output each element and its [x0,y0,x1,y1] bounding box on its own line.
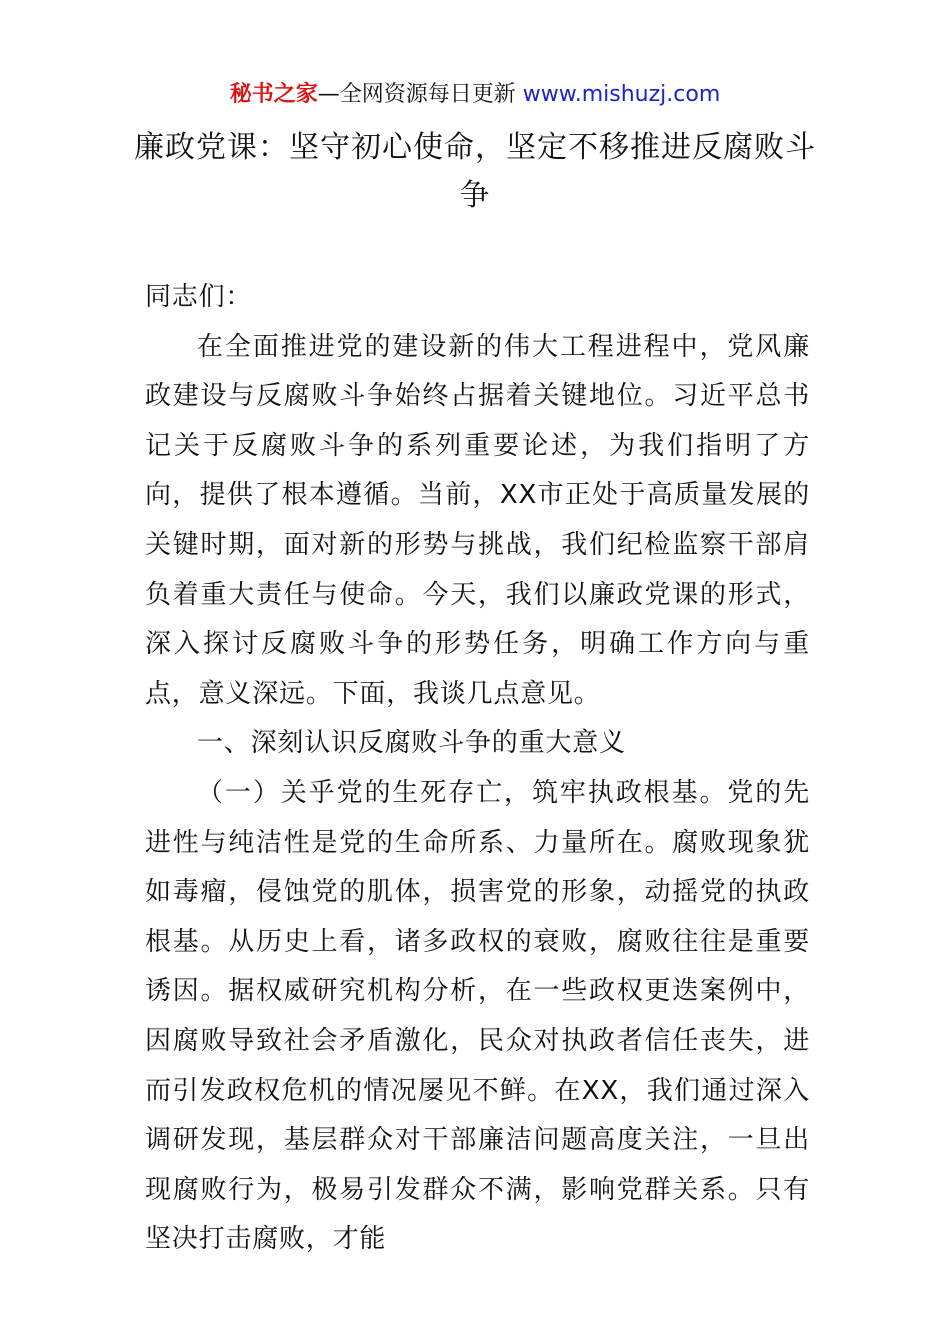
document-body [145,273,810,1265]
paragraph-subsection-1: （一）关乎党的生死存亡，筑牢执政根基。党的先进性与纯洁性是党的生命所系、力量所在。腐败现象犹如毒瘤，侵蚀党的肌体，损害党的形象，动摇党的执政根基。从历史上看，诸多政权的衰败，腐败往往是重要诱因。据权威研究机构分析，在一些政权更迭案例中，因腐败导致社会矛盾激化，民众对执政者信任丧失，进而引发政权危机的情况屡见不鲜。在XX，我们通过深入调研发现，基层群众对干部廉洁问题高度关注，一旦出现腐败行为，极易引发群众不满，影响党群关系。只有坚决打击腐败，才能 [145,777,810,1255]
site-header [0,80,950,110]
salutation: 同志们： [145,282,253,312]
section-heading: 一、深刻认识反腐败斗争的重大意义 [197,728,626,759]
paragraph-intro: 在全面推进党的建设新的伟大工程进程中，党风廉政建设与反腐败斗争始终占据着关键地位。习近平总书记关于反腐败斗争的系列重要论述，为我们指明了方向，提供了根本遵循。当前，XX市正处于高质量发展的关键时期，面对新的形势与挑战，我们纪检监察干部肩负着重大责任与使命。今天，我们以廉政党课的形式，深入探讨反腐败斗争的形势任务，明确工作方向与重点，意义深远。下面，我谈几点意见。 [145,331,810,709]
site-brand: 秘书之家 [229,82,318,107]
site-slogan: —全网资源每日更新 [317,82,523,107]
document-title: 廉政党课：坚守初心使命，坚定不移推进反腐败斗争 [134,130,816,213]
site-url-link[interactable]: www.mishuzj.com [522,82,721,107]
